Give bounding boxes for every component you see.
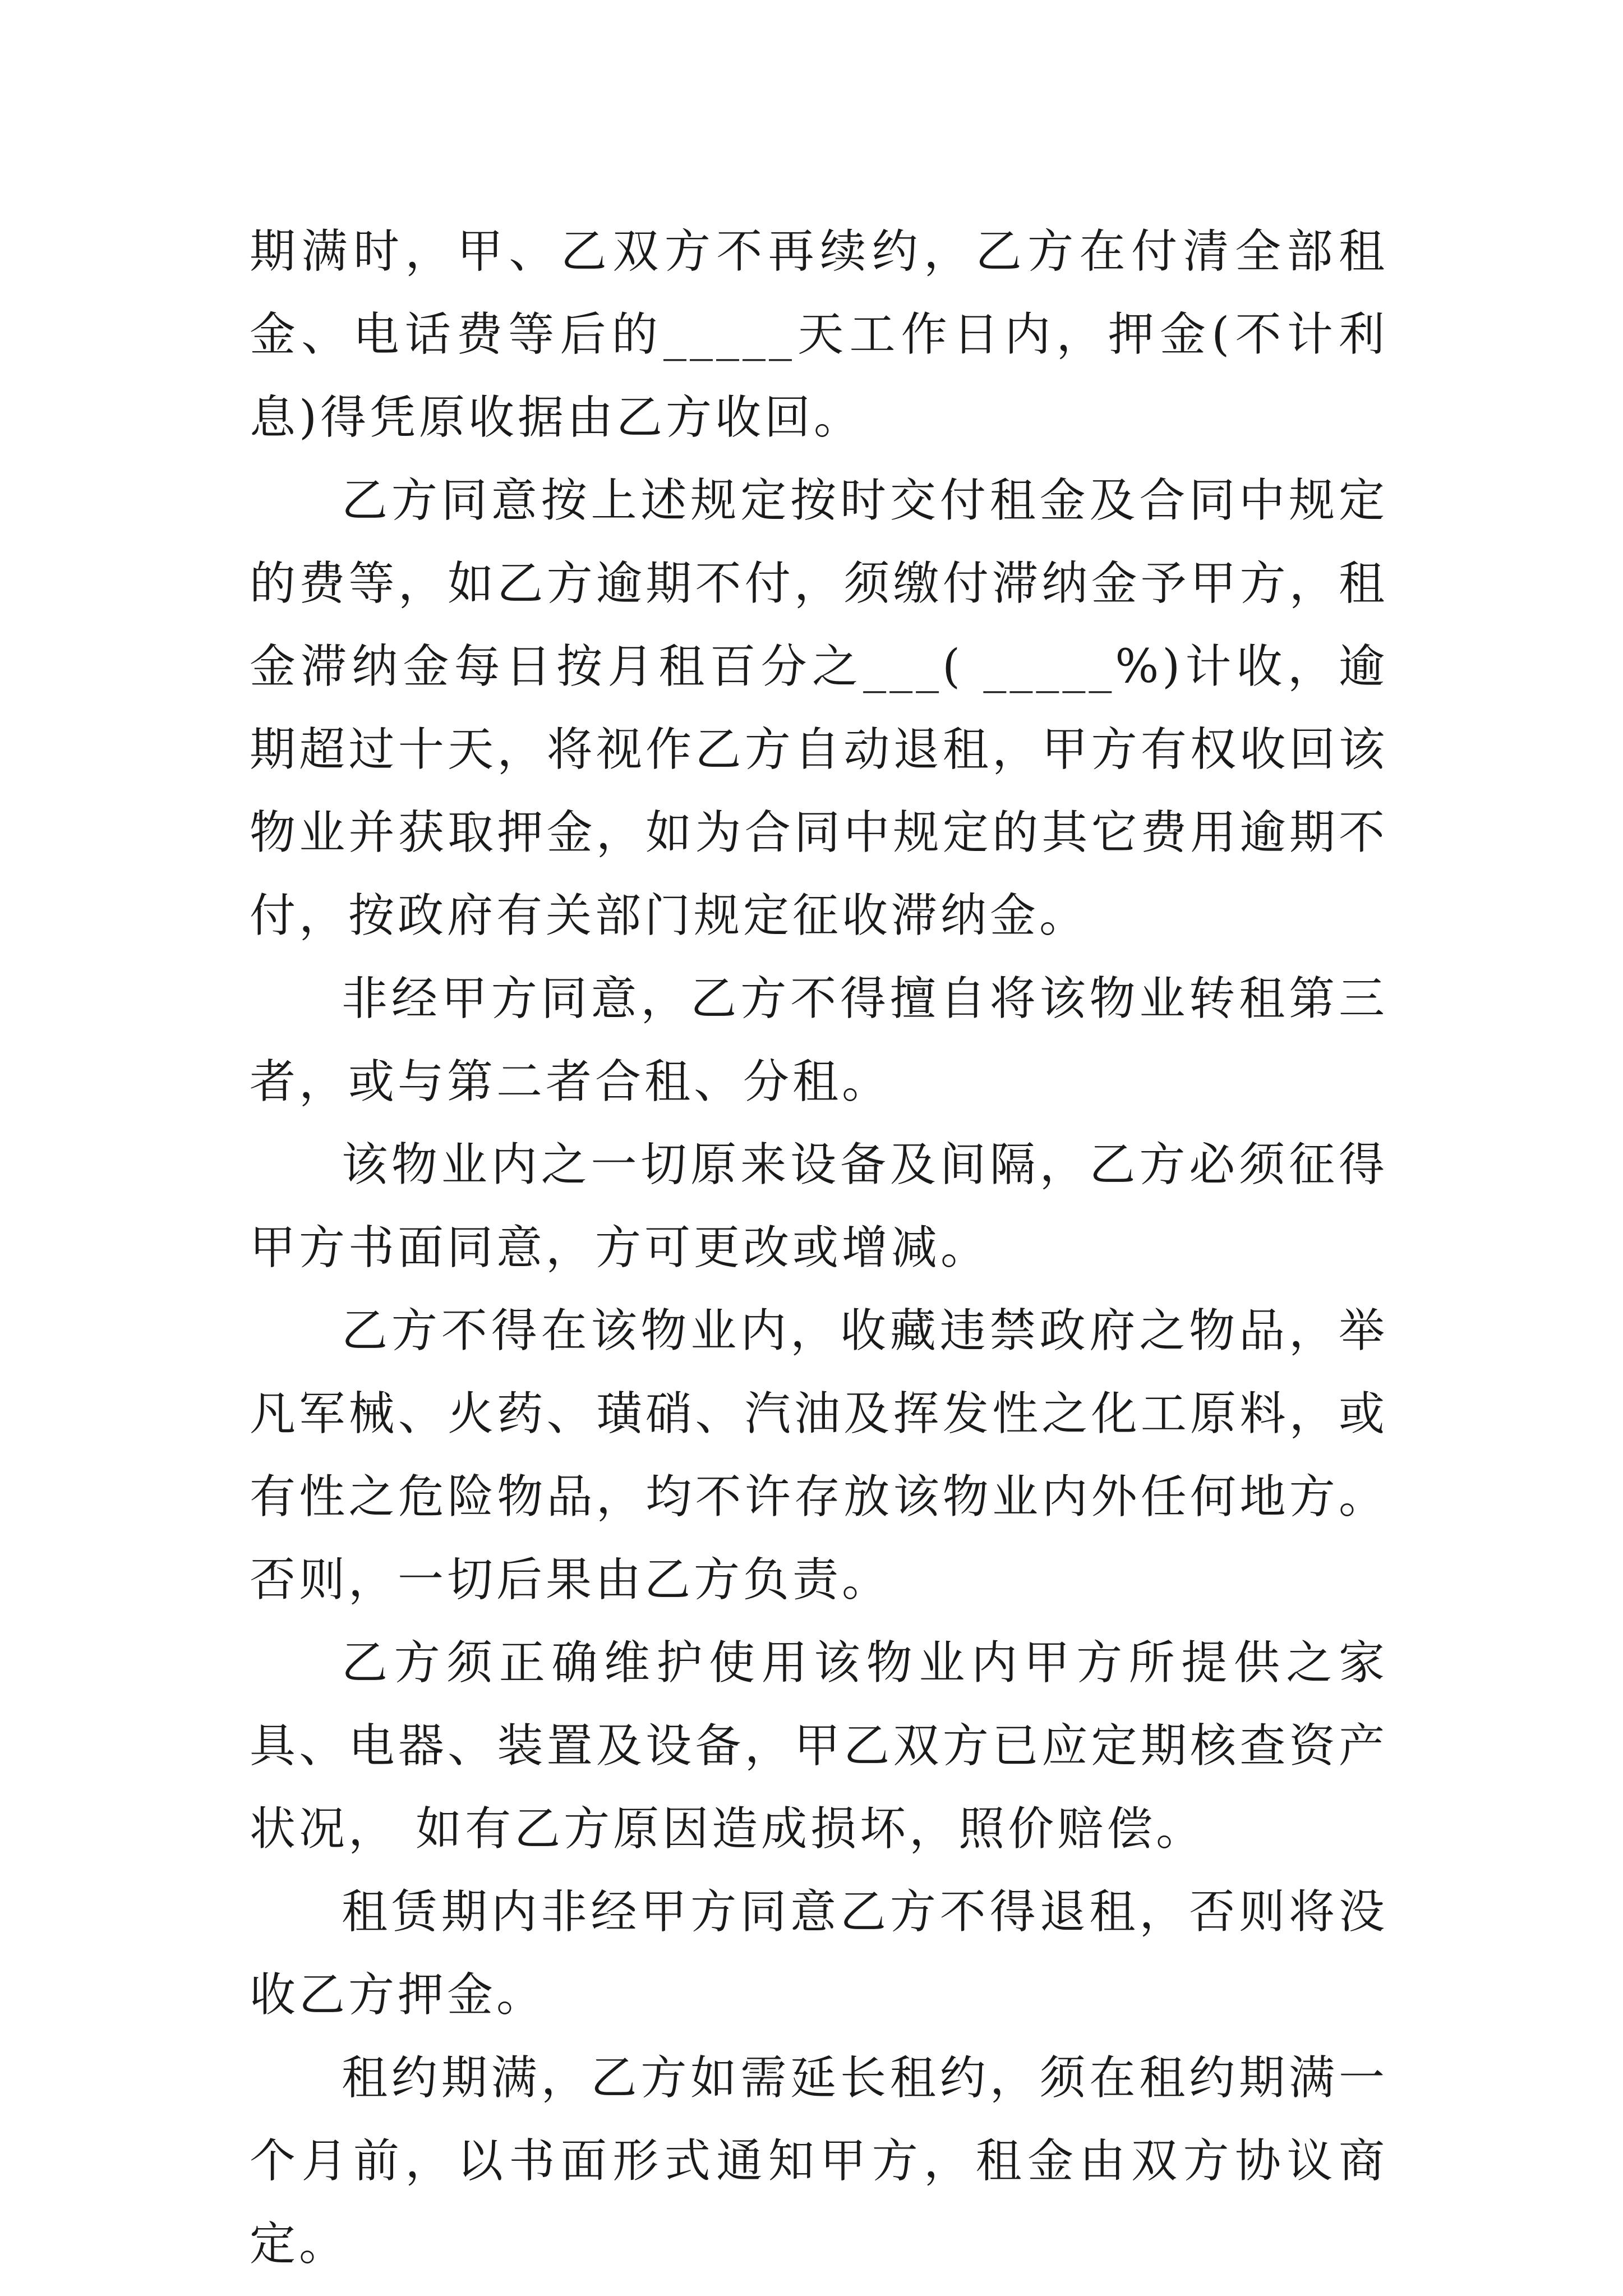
paragraph-late-payment: 乙方同意按上述规定按时交付租金及合同中规定的费等，如乙方逾期不付，须缴付滞纳金予甲方，租金滞纳金每日按月租百分之___( _____%)计收，逾期超过十天，将视作乙方自动退租，甲方有权收回该物业并获取押金，如为合同中规定的其它费用逾期不付，按政府有关部门规定征收滞纳金。 xyxy=(250,474,1388,942)
paragraph-early-termination: 租赁期内非经甲方同意乙方不得退租，否则将没收乙方押金。 xyxy=(250,1885,1388,2022)
paragraph-no-sublease: 非经甲方同意，乙方不得擅自将该物业转租第三者，或与第二者合租、分租。 xyxy=(250,972,1388,1108)
paragraph-equipment-changes: 该物业内之一切原来设备及间隔，乙方必须征得甲方书面同意，方可更改或增减。 xyxy=(250,1138,1388,1274)
document-body xyxy=(250,210,1388,2286)
paragraph-lease-expiry-deposit: 期满时，甲、乙双方不再续约，乙方在付清全部租金、电话费等后的_____天工作日内，押金(不计利息)得凭原收据由乙方收回。 xyxy=(250,225,1388,444)
paragraph-prohibited-items: 乙方不得在该物业内，收藏违禁政府之物品，举凡军械、火药、璜硝、汽油及挥发性之化工原料，或有性之危险物品，均不许存放该物业内外任何地方。否则，一切后果由乙方负责。 xyxy=(250,1304,1388,1607)
paragraph-maintenance: 乙方须正确维护使用该物业内甲方所提供之家具、电器、装置及设备，甲乙双方已应定期核查资产状况， 如有乙方原因造成损坏，照价赔偿。 xyxy=(250,1636,1388,1856)
paragraph-renewal: 租约期满，乙方如需延长租约，须在租约期满一个月前，以书面形式通知甲方，租金由双方协议商定。 xyxy=(250,2051,1388,2271)
